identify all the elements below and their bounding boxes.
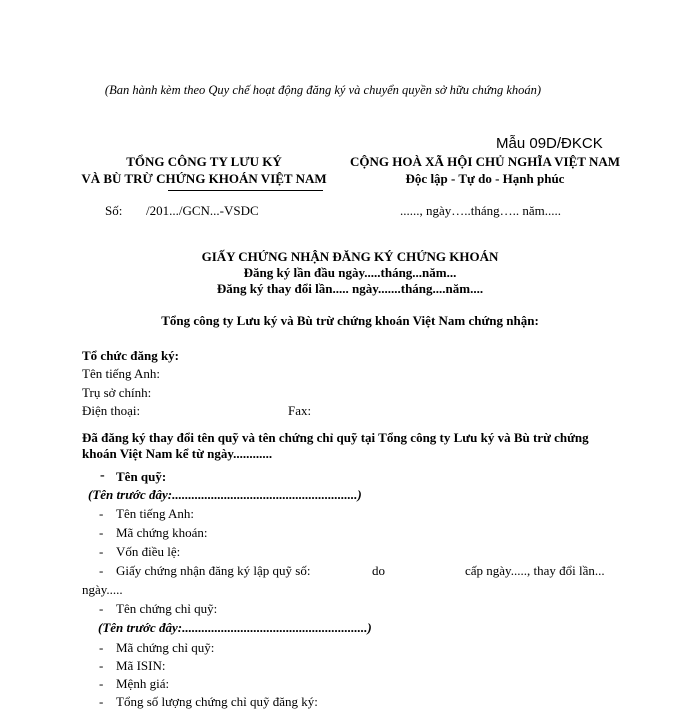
- bullet-dash: -: [99, 525, 104, 540]
- establishment-cert-label: Giấy chứng nhận đăng ký lập quỹ số:: [116, 563, 311, 578]
- bullet-dash: -: [99, 506, 104, 521]
- national-title: CỘNG HOÀ XÃ HỘI CHỦ NGHĨA VIỆT NAM: [349, 154, 621, 169]
- day-continuation: ngày.....: [82, 582, 123, 597]
- change-registration-date: Đăng ký thay đổi lần..... ngày.......tháng....năm....: [216, 281, 484, 296]
- isin-label: Mã ISIN:: [116, 658, 166, 673]
- bullet-dash: -: [99, 658, 104, 673]
- registered-statement-line1: Đã đăng ký thay đổi tên quỹ và tên chứng chỉ quỹ tại Tổng công ty Lưu ký và Bù trừ chứng: [82, 430, 589, 445]
- english-name-2-label: Tên tiếng Anh:: [116, 506, 194, 521]
- fax-label: Fax:: [288, 403, 312, 418]
- bullet-dash: -: [99, 640, 104, 655]
- org-name-line2: VÀ BÙ TRỪ CHỨNG KHOÁN VIỆT NAM: [81, 171, 327, 186]
- english-name-label: Tên tiếng Anh:: [82, 366, 160, 381]
- org-name-line1: TỔNG CÔNG TY LƯU KÝ: [126, 154, 282, 169]
- bullet-dash: -: [99, 694, 104, 709]
- registered-statement-line2: khoán Việt Nam kể từ ngày............: [82, 446, 273, 461]
- certify-statement: Tổng công ty Lưu ký và Bù trừ chứng khoán Việt Nam chứng nhận:: [161, 313, 539, 328]
- issued-date-label: cấp ngày....., thay đổi lần...: [465, 563, 605, 578]
- first-registration-date: Đăng ký lần đầu ngày.....tháng...năm...: [243, 265, 457, 280]
- charter-capital-label: Vốn điều lệ:: [116, 544, 181, 559]
- total-units-label: Tổng số lượng chứng chỉ quỹ đăng ký:: [116, 694, 318, 709]
- doc-number-value: /201.../GCN...-VSDC: [146, 203, 259, 218]
- bullet-dash: -: [99, 544, 104, 559]
- previous-fund-name: (Tên trước đây:.........................................................): [88, 487, 362, 502]
- bullet-dash: -: [99, 563, 104, 578]
- bullet-dash: -: [99, 676, 104, 691]
- certificate-code-label: Mã chứng chỉ quỹ:: [116, 640, 215, 655]
- certificate-name-label: Tên chứng chỉ quỹ:: [116, 601, 218, 616]
- header-underline-left: [168, 190, 323, 191]
- doc-number-label: Số:: [105, 203, 123, 218]
- org-label: Tổ chức đăng ký:: [82, 348, 180, 363]
- phone-label: Điện thoại:: [82, 403, 141, 418]
- national-motto: Độc lập - Tự do - Hạnh phúc: [405, 171, 565, 186]
- fund-name-label: Tên quỹ:: [116, 469, 167, 484]
- document-title: GIẤY CHỨNG NHẬN ĐĂNG KÝ CHỨNG KHOÁN: [201, 249, 499, 264]
- par-value-label: Mệnh giá:: [116, 676, 170, 691]
- head-office-label: Trụ sở chính:: [82, 385, 152, 400]
- form-code: Mẫu 09D/ĐKCK: [496, 135, 603, 152]
- previous-certificate-name: (Tên trước đây:.........................................................): [98, 620, 372, 635]
- bullet-dash: -: [99, 601, 104, 616]
- issued-by-label: do: [372, 563, 385, 578]
- security-code-label: Mã chứng khoán:: [116, 525, 208, 540]
- place-date-line: ......, ngày…..tháng….. năm.....: [400, 203, 562, 218]
- issued-note: (Ban hành kèm theo Quy chế hoạt động đăng ký và chuyển quyền sở hữu chứng khoán): [104, 83, 542, 97]
- bullet-dash: -: [100, 468, 105, 483]
